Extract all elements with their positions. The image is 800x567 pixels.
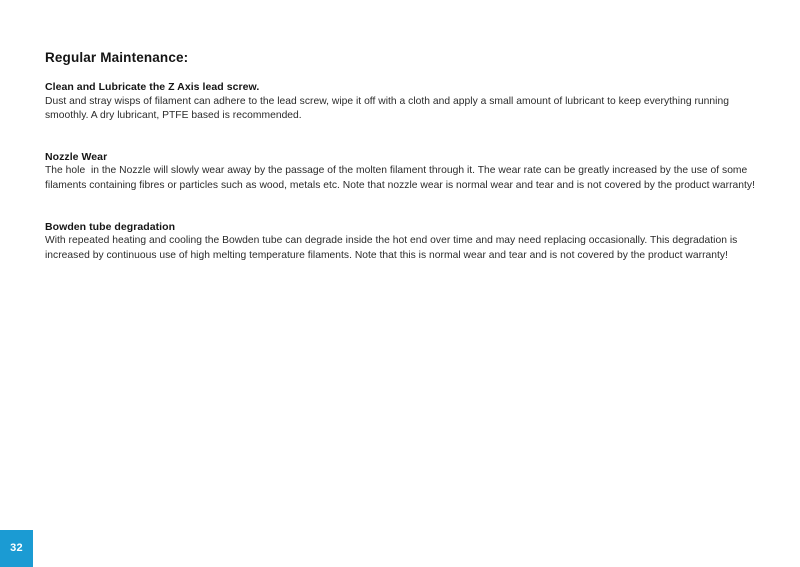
section-heading-nozzle-wear: Nozzle Wear	[45, 150, 108, 163]
section-heading-lead-screw: Clean and Lubricate the Z Axis lead screw.	[45, 81, 260, 94]
section-heading-bowden-tube: Bowden tube degradation	[45, 220, 176, 233]
section-bowden-tube	[45, 220, 760, 264]
section-body-bowden-tube: With repeated heating and cooling the Bowden tube can degrade inside the hot end over time and may need replacing occasionally. This degradation is increased by continuous use of high melting temperature filaments. Note that this is normal wear and tear and is not covered by the product warranty!	[45, 235, 741, 261]
document-content	[45, 50, 760, 263]
page-number-label: 32	[10, 542, 23, 554]
section-spacer	[45, 210, 760, 220]
page-number-badge	[0, 530, 33, 567]
section-spacer	[45, 140, 760, 150]
page-title: Regular Maintenance:	[45, 50, 189, 65]
section-nozzle-wear	[45, 150, 760, 194]
section-lead-screw	[45, 80, 760, 124]
section-body-lead-screw: Dust and stray wisps of filament can adhere to the lead screw, wipe it off with a cloth and apply a small amount of lubricant to keep everything running smoothly. A dry lubricant, PTFE based is recommended.	[45, 95, 732, 122]
section-body-nozzle-wear: The hole in the Nozzle will slowly wear away by the passage of the molten filament through it. The wear rate can be greatly increased by the use of some filaments containing fibres or particles such as wood, metals etc. Note that nozzle wear is normal wear and tear and is not covered by the product warranty!	[45, 165, 755, 191]
